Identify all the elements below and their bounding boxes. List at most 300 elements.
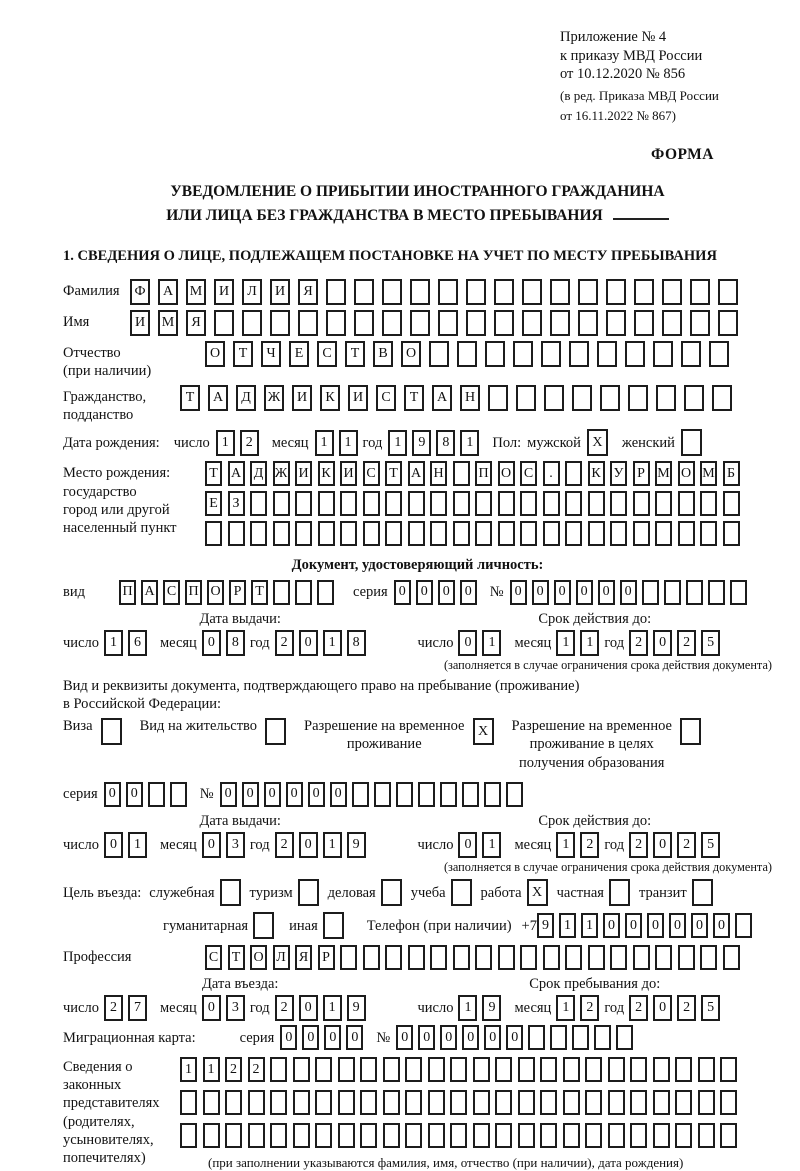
char-cell[interactable] xyxy=(628,385,648,411)
entry-day-input[interactable] xyxy=(104,995,152,1021)
entry-year-input[interactable] xyxy=(275,995,371,1021)
char-cell[interactable] xyxy=(633,491,650,516)
char-cell[interactable]: 0 xyxy=(458,630,477,656)
char-cell[interactable] xyxy=(405,1090,422,1115)
char-cell[interactable] xyxy=(338,1057,355,1082)
char-cell[interactable] xyxy=(522,310,542,336)
char-cell[interactable] xyxy=(735,913,752,938)
char-cell[interactable]: 0 xyxy=(598,580,615,605)
char-cell[interactable]: Д xyxy=(250,461,267,486)
char-cell[interactable] xyxy=(563,1123,580,1148)
tourism-checkbox[interactable] xyxy=(298,879,319,906)
char-cell[interactable]: 0 xyxy=(202,995,221,1021)
char-cell[interactable] xyxy=(484,782,501,807)
sex-male-checkbox[interactable] xyxy=(587,429,608,456)
char-cell[interactable]: 6 xyxy=(128,630,147,656)
char-cell[interactable]: 1 xyxy=(323,832,342,858)
char-cell[interactable]: 2 xyxy=(248,1057,265,1082)
char-cell[interactable]: С xyxy=(163,580,180,605)
char-cell[interactable] xyxy=(543,491,560,516)
char-cell[interactable]: О xyxy=(250,945,267,970)
char-cell[interactable]: Т xyxy=(345,341,365,367)
char-cell[interactable] xyxy=(450,1090,467,1115)
char-cell[interactable] xyxy=(410,279,430,305)
char-cell[interactable]: 2 xyxy=(225,1057,242,1082)
char-cell[interactable] xyxy=(485,341,505,367)
char-cell[interactable] xyxy=(664,580,681,605)
char-cell[interactable] xyxy=(248,1090,265,1115)
char-cell[interactable]: И xyxy=(295,461,312,486)
char-cell[interactable]: 9 xyxy=(537,913,554,938)
char-cell[interactable]: 1 xyxy=(180,1057,197,1082)
char-cell[interactable]: 0 xyxy=(576,580,593,605)
char-cell[interactable] xyxy=(203,1123,220,1148)
char-cell[interactable]: 9 xyxy=(347,995,366,1021)
char-cell[interactable] xyxy=(588,945,605,970)
char-cell[interactable] xyxy=(475,521,492,546)
char-cell[interactable]: 9 xyxy=(347,832,366,858)
char-cell[interactable] xyxy=(585,1090,602,1115)
char-cell[interactable] xyxy=(295,580,312,605)
char-cell[interactable]: 1 xyxy=(556,995,575,1021)
char-cell[interactable] xyxy=(360,1090,377,1115)
char-cell[interactable] xyxy=(180,1123,197,1148)
char-cell[interactable] xyxy=(684,385,704,411)
char-cell[interactable] xyxy=(495,1057,512,1082)
private-checkbox[interactable] xyxy=(609,879,630,906)
char-cell[interactable]: 0 xyxy=(280,1025,297,1050)
char-cell[interactable] xyxy=(428,1090,445,1115)
char-cell[interactable] xyxy=(253,912,274,939)
char-cell[interactable]: О xyxy=(678,461,695,486)
char-cell[interactable]: 0 xyxy=(126,782,143,807)
char-cell[interactable]: Р xyxy=(633,461,650,486)
char-cell[interactable] xyxy=(588,521,605,546)
char-cell[interactable]: 2 xyxy=(275,832,294,858)
char-cell[interactable]: О xyxy=(207,580,224,605)
char-cell[interactable] xyxy=(315,1090,332,1115)
char-cell[interactable] xyxy=(662,310,682,336)
char-cell[interactable] xyxy=(616,1025,633,1050)
char-cell[interactable] xyxy=(453,945,470,970)
char-cell[interactable]: С xyxy=(520,461,537,486)
char-cell[interactable]: 1 xyxy=(128,832,147,858)
char-cell[interactable]: С xyxy=(376,385,396,411)
char-cell[interactable] xyxy=(265,718,286,745)
char-cell[interactable] xyxy=(655,521,672,546)
stay-year-input[interactable] xyxy=(629,995,725,1021)
char-cell[interactable] xyxy=(550,279,570,305)
char-cell[interactable] xyxy=(610,521,627,546)
char-cell[interactable]: 2 xyxy=(629,832,648,858)
char-cell[interactable] xyxy=(565,945,582,970)
char-cell[interactable]: Т xyxy=(251,580,268,605)
char-cell[interactable] xyxy=(680,718,701,745)
char-cell[interactable] xyxy=(653,341,673,367)
char-cell[interactable] xyxy=(315,1057,332,1082)
char-cell[interactable] xyxy=(214,310,234,336)
char-cell[interactable] xyxy=(385,945,402,970)
char-cell[interactable]: 2 xyxy=(275,630,294,656)
char-cell[interactable] xyxy=(340,945,357,970)
char-cell[interactable] xyxy=(608,1057,625,1082)
char-cell[interactable] xyxy=(318,521,335,546)
entry-month-input[interactable] xyxy=(202,995,250,1021)
char-cell[interactable]: Е xyxy=(205,491,222,516)
char-cell[interactable]: Т xyxy=(233,341,253,367)
representatives-input-row2[interactable] xyxy=(180,1090,743,1115)
char-cell[interactable] xyxy=(678,521,695,546)
birth-place-input-row1[interactable] xyxy=(205,461,745,486)
char-cell[interactable] xyxy=(541,341,561,367)
char-cell[interactable] xyxy=(453,491,470,516)
char-cell[interactable] xyxy=(383,1057,400,1082)
char-cell[interactable] xyxy=(597,341,617,367)
representatives-input-row3[interactable] xyxy=(180,1123,743,1148)
char-cell[interactable]: 1 xyxy=(216,430,235,456)
char-cell[interactable] xyxy=(723,491,740,516)
char-cell[interactable]: 2 xyxy=(580,995,599,1021)
char-cell[interactable]: 7 xyxy=(128,995,147,1021)
char-cell[interactable] xyxy=(338,1123,355,1148)
char-cell[interactable]: 1 xyxy=(581,913,598,938)
char-cell[interactable]: 0 xyxy=(302,1025,319,1050)
char-cell[interactable]: М xyxy=(186,279,206,305)
char-cell[interactable] xyxy=(451,879,472,906)
humanitarian-checkbox[interactable] xyxy=(253,912,274,939)
char-cell[interactable]: 8 xyxy=(226,630,245,656)
char-cell[interactable] xyxy=(340,491,357,516)
residence-expiry-month-input[interactable] xyxy=(556,832,604,858)
doc-kind-input[interactable] xyxy=(119,580,339,605)
char-cell[interactable]: Н xyxy=(460,385,480,411)
char-cell[interactable] xyxy=(453,521,470,546)
char-cell[interactable] xyxy=(383,1090,400,1115)
char-cell[interactable] xyxy=(383,1123,400,1148)
char-cell[interactable]: С xyxy=(205,945,222,970)
residence-issue-year-input[interactable] xyxy=(275,832,371,858)
char-cell[interactable] xyxy=(543,521,560,546)
phone-input[interactable] xyxy=(537,913,757,938)
business-checkbox[interactable] xyxy=(381,879,402,906)
char-cell[interactable] xyxy=(428,1123,445,1148)
char-cell[interactable] xyxy=(686,580,703,605)
char-cell[interactable] xyxy=(606,310,626,336)
char-cell[interactable]: 0 xyxy=(394,580,411,605)
char-cell[interactable]: 1 xyxy=(323,995,342,1021)
char-cell[interactable]: 5 xyxy=(701,630,720,656)
char-cell[interactable] xyxy=(569,341,589,367)
char-cell[interactable] xyxy=(540,1090,557,1115)
sex-female-checkbox[interactable] xyxy=(681,429,702,456)
char-cell[interactable] xyxy=(273,491,290,516)
char-cell[interactable]: 0 xyxy=(484,1025,501,1050)
char-cell[interactable]: 1 xyxy=(458,995,477,1021)
char-cell[interactable] xyxy=(655,945,672,970)
char-cell[interactable]: 0 xyxy=(669,913,686,938)
char-cell[interactable]: 1 xyxy=(315,430,334,456)
char-cell[interactable] xyxy=(203,1090,220,1115)
char-cell[interactable]: Ж xyxy=(273,461,290,486)
char-cell[interactable] xyxy=(338,1090,355,1115)
char-cell[interactable]: 0 xyxy=(506,1025,523,1050)
residence-number-input[interactable] xyxy=(220,782,528,807)
char-cell[interactable] xyxy=(354,279,374,305)
char-cell[interactable] xyxy=(101,718,122,745)
char-cell[interactable] xyxy=(594,1025,611,1050)
temp-residence-checkbox[interactable] xyxy=(473,718,494,745)
char-cell[interactable]: А xyxy=(228,461,245,486)
char-cell[interactable]: Л xyxy=(273,945,290,970)
char-cell[interactable]: 0 xyxy=(330,782,347,807)
char-cell[interactable]: Я xyxy=(295,945,312,970)
char-cell[interactable] xyxy=(270,1123,287,1148)
issue-day-input[interactable] xyxy=(104,630,152,656)
residence-expiry-year-input[interactable] xyxy=(629,832,725,858)
char-cell[interactable] xyxy=(270,310,290,336)
char-cell[interactable] xyxy=(600,385,620,411)
char-cell[interactable] xyxy=(494,279,514,305)
char-cell[interactable]: О xyxy=(498,461,515,486)
char-cell[interactable]: 0 xyxy=(264,782,281,807)
char-cell[interactable] xyxy=(220,879,241,906)
char-cell[interactable] xyxy=(293,1123,310,1148)
char-cell[interactable] xyxy=(610,945,627,970)
char-cell[interactable]: З xyxy=(228,491,245,516)
char-cell[interactable]: И xyxy=(348,385,368,411)
char-cell[interactable] xyxy=(273,521,290,546)
char-cell[interactable] xyxy=(148,782,165,807)
char-cell[interactable] xyxy=(585,1123,602,1148)
char-cell[interactable] xyxy=(585,1057,602,1082)
expiry-day-input[interactable] xyxy=(458,630,506,656)
char-cell[interactable] xyxy=(385,491,402,516)
char-cell[interactable]: М xyxy=(158,310,178,336)
char-cell[interactable] xyxy=(518,1090,535,1115)
char-cell[interactable]: 1 xyxy=(460,430,479,456)
char-cell[interactable] xyxy=(690,310,710,336)
char-cell[interactable] xyxy=(700,491,717,516)
char-cell[interactable]: 0 xyxy=(510,580,527,605)
char-cell[interactable]: 1 xyxy=(482,630,501,656)
doc-number-input[interactable] xyxy=(510,580,752,605)
char-cell[interactable] xyxy=(374,782,391,807)
char-cell[interactable] xyxy=(462,782,479,807)
char-cell[interactable] xyxy=(630,1123,647,1148)
char-cell[interactable] xyxy=(225,1123,242,1148)
patronymic-input[interactable] xyxy=(205,341,737,367)
char-cell[interactable]: 0 xyxy=(104,782,121,807)
char-cell[interactable] xyxy=(565,461,582,486)
char-cell[interactable]: А xyxy=(208,385,228,411)
char-cell[interactable] xyxy=(360,1123,377,1148)
char-cell[interactable]: 0 xyxy=(396,1025,413,1050)
char-cell[interactable] xyxy=(180,1090,197,1115)
char-cell[interactable] xyxy=(475,491,492,516)
char-cell[interactable]: 1 xyxy=(323,630,342,656)
char-cell[interactable] xyxy=(528,1025,545,1050)
char-cell[interactable] xyxy=(572,385,592,411)
char-cell[interactable] xyxy=(385,521,402,546)
transit-checkbox[interactable] xyxy=(692,879,713,906)
official-checkbox[interactable] xyxy=(220,879,241,906)
issue-month-input[interactable] xyxy=(202,630,250,656)
char-cell[interactable]: 0 xyxy=(299,832,318,858)
char-cell[interactable]: Я xyxy=(186,310,206,336)
char-cell[interactable]: 0 xyxy=(308,782,325,807)
char-cell[interactable] xyxy=(408,491,425,516)
char-cell[interactable] xyxy=(298,310,318,336)
char-cell[interactable] xyxy=(354,310,374,336)
char-cell[interactable] xyxy=(634,279,654,305)
char-cell[interactable]: М xyxy=(655,461,672,486)
char-cell[interactable]: С xyxy=(363,461,380,486)
char-cell[interactable]: 8 xyxy=(347,630,366,656)
char-cell[interactable]: 1 xyxy=(559,913,576,938)
char-cell[interactable]: Р xyxy=(229,580,246,605)
char-cell[interactable] xyxy=(495,1123,512,1148)
char-cell[interactable] xyxy=(326,279,346,305)
char-cell[interactable] xyxy=(690,279,710,305)
char-cell[interactable] xyxy=(516,385,536,411)
char-cell[interactable] xyxy=(634,310,654,336)
char-cell[interactable]: X xyxy=(527,879,548,906)
char-cell[interactable] xyxy=(718,310,738,336)
char-cell[interactable]: И xyxy=(214,279,234,305)
char-cell[interactable]: 0 xyxy=(532,580,549,605)
char-cell[interactable] xyxy=(720,1090,737,1115)
char-cell[interactable]: П xyxy=(475,461,492,486)
residence-issue-day-input[interactable] xyxy=(104,832,152,858)
char-cell[interactable] xyxy=(273,580,290,605)
char-cell[interactable]: К xyxy=(318,461,335,486)
char-cell[interactable] xyxy=(656,385,676,411)
residence-expiry-day-input[interactable] xyxy=(458,832,506,858)
char-cell[interactable] xyxy=(630,1057,647,1082)
other-checkbox[interactable] xyxy=(323,912,344,939)
char-cell[interactable] xyxy=(360,1057,377,1082)
char-cell[interactable]: 2 xyxy=(677,995,696,1021)
char-cell[interactable] xyxy=(270,1057,287,1082)
char-cell[interactable]: 0 xyxy=(220,782,237,807)
char-cell[interactable]: 1 xyxy=(339,430,358,456)
char-cell[interactable] xyxy=(708,580,725,605)
char-cell[interactable]: 0 xyxy=(418,1025,435,1050)
char-cell[interactable] xyxy=(410,310,430,336)
char-cell[interactable] xyxy=(317,580,334,605)
char-cell[interactable]: 2 xyxy=(240,430,259,456)
char-cell[interactable] xyxy=(323,912,344,939)
char-cell[interactable] xyxy=(408,945,425,970)
char-cell[interactable] xyxy=(578,279,598,305)
char-cell[interactable] xyxy=(698,1090,715,1115)
char-cell[interactable] xyxy=(518,1057,535,1082)
char-cell[interactable] xyxy=(630,1090,647,1115)
char-cell[interactable] xyxy=(295,521,312,546)
representatives-input-row1[interactable] xyxy=(180,1057,743,1082)
char-cell[interactable]: 0 xyxy=(299,995,318,1021)
char-cell[interactable] xyxy=(540,1057,557,1082)
char-cell[interactable] xyxy=(430,521,447,546)
study-checkbox[interactable] xyxy=(451,879,472,906)
char-cell[interactable]: И xyxy=(292,385,312,411)
char-cell[interactable]: С xyxy=(317,341,337,367)
issue-year-input[interactable] xyxy=(275,630,371,656)
char-cell[interactable] xyxy=(457,341,477,367)
char-cell[interactable] xyxy=(494,310,514,336)
temp-residence-education-checkbox[interactable] xyxy=(680,718,701,745)
char-cell[interactable] xyxy=(520,945,537,970)
char-cell[interactable] xyxy=(633,945,650,970)
char-cell[interactable] xyxy=(522,279,542,305)
char-cell[interactable] xyxy=(430,945,447,970)
birth-day-input[interactable] xyxy=(216,430,264,456)
char-cell[interactable]: 0 xyxy=(242,782,259,807)
char-cell[interactable] xyxy=(396,782,413,807)
char-cell[interactable]: 2 xyxy=(629,630,648,656)
char-cell[interactable]: X xyxy=(587,429,608,456)
char-cell[interactable]: 1 xyxy=(104,630,123,656)
char-cell[interactable]: К xyxy=(588,461,605,486)
char-cell[interactable]: О xyxy=(205,341,225,367)
char-cell[interactable]: Т xyxy=(205,461,222,486)
birth-month-input[interactable] xyxy=(315,430,363,456)
char-cell[interactable] xyxy=(520,521,537,546)
char-cell[interactable] xyxy=(578,310,598,336)
char-cell[interactable]: А xyxy=(158,279,178,305)
char-cell[interactable]: П xyxy=(185,580,202,605)
char-cell[interactable]: X xyxy=(473,718,494,745)
char-cell[interactable] xyxy=(428,1057,445,1082)
char-cell[interactable] xyxy=(473,1057,490,1082)
char-cell[interactable] xyxy=(205,521,222,546)
char-cell[interactable] xyxy=(718,279,738,305)
char-cell[interactable]: К xyxy=(320,385,340,411)
char-cell[interactable] xyxy=(440,782,457,807)
char-cell[interactable]: И xyxy=(130,310,150,336)
char-cell[interactable]: И xyxy=(340,461,357,486)
char-cell[interactable] xyxy=(363,491,380,516)
char-cell[interactable]: Л xyxy=(242,279,262,305)
char-cell[interactable]: П xyxy=(119,580,136,605)
expiry-year-input[interactable] xyxy=(629,630,725,656)
char-cell[interactable]: 0 xyxy=(713,913,730,938)
char-cell[interactable]: 0 xyxy=(462,1025,479,1050)
residence-permit-checkbox[interactable] xyxy=(265,718,286,745)
char-cell[interactable] xyxy=(248,1123,265,1148)
char-cell[interactable] xyxy=(250,491,267,516)
char-cell[interactable]: 3 xyxy=(226,832,245,858)
char-cell[interactable] xyxy=(543,945,560,970)
char-cell[interactable] xyxy=(642,580,659,605)
char-cell[interactable] xyxy=(170,782,187,807)
char-cell[interactable]: 2 xyxy=(677,832,696,858)
char-cell[interactable] xyxy=(498,521,515,546)
char-cell[interactable] xyxy=(606,279,626,305)
char-cell[interactable] xyxy=(382,279,402,305)
char-cell[interactable] xyxy=(608,1090,625,1115)
char-cell[interactable] xyxy=(363,521,380,546)
char-cell[interactable]: 0 xyxy=(653,630,672,656)
char-cell[interactable]: Б xyxy=(723,461,740,486)
char-cell[interactable]: 5 xyxy=(701,832,720,858)
char-cell[interactable]: 0 xyxy=(416,580,433,605)
char-cell[interactable] xyxy=(488,385,508,411)
char-cell[interactable] xyxy=(692,879,713,906)
char-cell[interactable] xyxy=(228,521,245,546)
birth-place-input-row3[interactable] xyxy=(205,521,745,546)
char-cell[interactable]: 1 xyxy=(580,630,599,656)
